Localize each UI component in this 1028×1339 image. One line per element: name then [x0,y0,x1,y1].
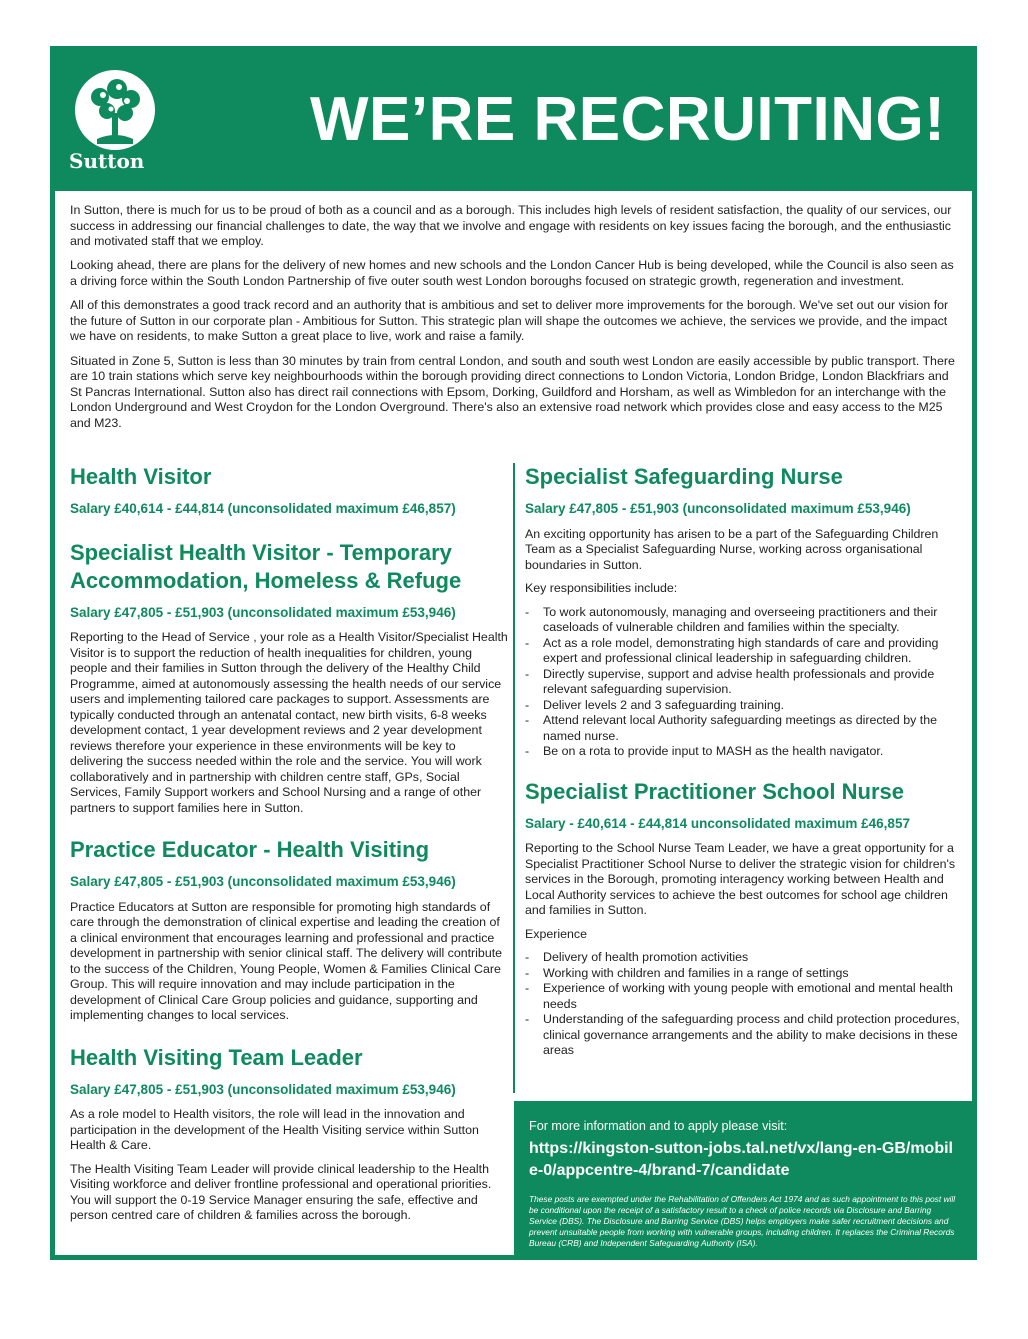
list-item: - Delivery of health promotion activities [525,950,965,966]
job-title-health-visitor: Health Visitor [70,464,212,489]
poster-frame [50,46,977,1260]
experience-list [525,950,965,1059]
apply-intro: For more information and to apply please visit: [529,1119,788,1133]
list-item: - Experience of working with young people with emotional and mental health needs [525,981,965,1012]
responsibilities-list [525,605,965,760]
apply-link[interactable]: https://kingston-sutton-jobs.tal.net/vx/lang-en-GB/mobile-0/appcentre-4/brand-7/candidate [529,1140,953,1179]
left-column [70,463,510,1232]
intro-paragraph: Looking ahead, there are plans for the delivery of new homes and new schools and the London Cancer Hub is being developed, while the Council is also seen as a driving force within the South London Partnership of five outer south west London boroughs focused on strategic growth, regeneration and investment. [70,258,954,288]
page-title: WE’RE RECRUITING! [310,85,946,154]
job-description-practice-educator: Practice Educators at Sutton are responsible for promoting high standards of care through the demonstration of clinical expertise and leading the creation of a clinical environment that encourages learning and professional and practice development in partnership with senior clinical staff. The delivery will contribute to the success of the Children, Young People, Women & Families Clinical Care Group. This will require innovation and may include participation in the development of Clinical Care Group policies and guidance, supporting and implementing changes to local services. [70,899,503,1022]
header-banner [55,51,972,191]
list-item: - Attend relevant local Authority safeguarding meetings as directed by the named nurse. [525,713,965,744]
salary-safeguarding-nurse: Salary £47,805 - £51,903 (unconsolidated maximum £53,946) [525,501,911,516]
list-item: - Act as a role model, demonstrating high standards of care and providing expert and professional clinical leadership in safeguarding children. [525,636,965,667]
list-item: - Understanding of the safeguarding process and child protection procedures, clinical governance arrangements and the ability to make decisions in these areas [525,1012,965,1059]
job-title-specialist-health-visitor: Specialist Health Visitor - Temporary Accommodation, Homeless & Refuge [70,539,462,593]
dbs-notice: These posts are exempted under the Rehabilitation of Offenders Act 1974 and as such appointment to this post will be conditional upon the receipt of a satisfactory result to a check of police records via Disclosure and Barring Service (DBS). The Disclosure and Barring Service (DBS) helps employers make safer recruitment decisions and prevent unsuitable people from working with vulnerable groups, including children. It replaces the Criminal Records Bureau (CRB) and Independent Safeguarding Authority (ISA). [529,1194,956,1248]
right-column [525,463,965,1067]
job-description-school-nurse: Reporting to the School Nurse Team Leader, we have a great opportunity for a Specialist Practitioner School Nurse to deliver the strategic vision for children's services in the Borough, promoting interagency working between Health and Local Authority services to achieve the best outcomes for school age children and families in Sutton. [525,841,956,917]
salary-practice-educator: Salary £47,805 - £51,903 (unconsolidated maximum £53,946) [70,874,456,889]
list-item: - Be on a rota to provide input to MASH as the health navigator. [525,744,965,760]
job-description-team-leader: The Health Visiting Team Leader will provide clinical leadership to the Health Visiting workforce and deliver frontline professional and operational priorities. You will support the 0-19 Service Manager ensuring the safe, effective and person centred care of children & families across the borough. [70,1161,492,1222]
job-title-practice-educator: Practice Educator - Health Visiting [70,837,430,862]
job-description-safeguarding-nurse: An exciting opportunity has arisen to be a part of the Safeguarding Children Team as a Specialist Safeguarding Nurse, working across organisational boundaries in Sutton. [525,526,939,572]
apply-panel [514,1101,972,1260]
list-intro: Key responsibilities include: [525,581,678,595]
list-item: - To work autonomously, managing and overseeing practitioners and their caseloads of vulnerable children and families within the specialty. [525,605,965,636]
list-item: - Deliver levels 2 and 3 safeguarding training. [525,698,965,714]
list-item: - Working with children and families in a range of settings [525,966,965,982]
intro-paragraph: In Sutton, there is much for us to be proud of both as a council and as a borough. This includes high levels of resident satisfaction, the quality of our services, our success in addressing our financial challenges to date, the way that we involve and engage with residents on key issues facing the borough, and the enthusiastic and motivated staff that we employ. [70,203,952,249]
list-intro: Experience [525,926,587,941]
salary-specialist-health-visitor: Salary £47,805 - £51,903 (unconsolidated maximum £53,946) [70,604,456,620]
salary-health-visitor: Salary £40,614 - £44,814 (unconsolidated maximum £46,857) [70,501,456,516]
salary-team-leader: Salary £47,805 - £51,903 (unconsolidated maximum £53,946) [70,1081,456,1097]
job-title-team-leader: Health Visiting Team Leader [70,1044,363,1070]
job-description-specialist-health-visitor: Reporting to the Head of Service , your role as a Health Visitor/Specialist Health Visitor is to support the reduction of health inequalities for children, young people and their families in Sutton through the delivery of the Healthy Child Programme, aimed at autonomously assessing the health needs of our service users and implementing tailored care packages to support. Assessments are typically conducted through an antenatal contact, new birth visits, 6-8 weeks development contact, 1 year development reviews and 2 year development reviews therefore your experience in these environments will be key to delivering the success needed within the role and the service. You will work collaboratively and in partnership with children centre staff, GPs, Social Services, Family Support workers and School Nursing and a range of other partners to support families here in Sutton. [70,630,508,815]
job-title-school-nurse: Specialist Practitioner School Nurse [525,778,905,804]
job-title-safeguarding-nurse: Specialist Safeguarding Nurse [525,464,843,489]
intro-paragraph: Situated in Zone 5, Sutton is less than 30 minutes by train from central London, and south and south west London are easily accessible by public transport. There are 10 train stations which serve key neighbourhoods within the borough providing direct connections to London Victoria, London Bridge, London Blackfriars and St Pancras International. Sutton also has direct rail connections with Epsom, Dorking, Guildford and Horsham, as well as Wimbledon for an interchange with the London Underground and West Croydon for the London Overground. There's also an extensive road network which provides close and easy access to the M25 and M23. [70,353,955,430]
job-description-team-leader: As a role model to Health visitors, the role will lead in the innovation and participation in the development of the Health Visiting service within Sutton Health & Care. [70,1107,479,1152]
column-divider [513,463,515,1093]
intro-section [70,203,960,440]
salary-school-nurse: Salary - £40,614 - £44,814 unconsolidated maximum £46,857 [525,815,910,831]
intro-paragraph: All of this demonstrates a good track record and an authority that is ambitious and set to deliver more improvements for the borough. We've set out our vision for the future of Sutton in our corporate plan - Ambitious for Sutton. This strategic plan will shape the outcomes we achieve, the services we provide, and the impact we have on residents, to make Sutton a great place to live, work and raise a family. [70,298,949,344]
logo-wordmark: Sutton [69,149,145,173]
list-item: - Directly supervise, support and advise health professionals and provide relevant safeguarding supervision. [525,667,965,698]
